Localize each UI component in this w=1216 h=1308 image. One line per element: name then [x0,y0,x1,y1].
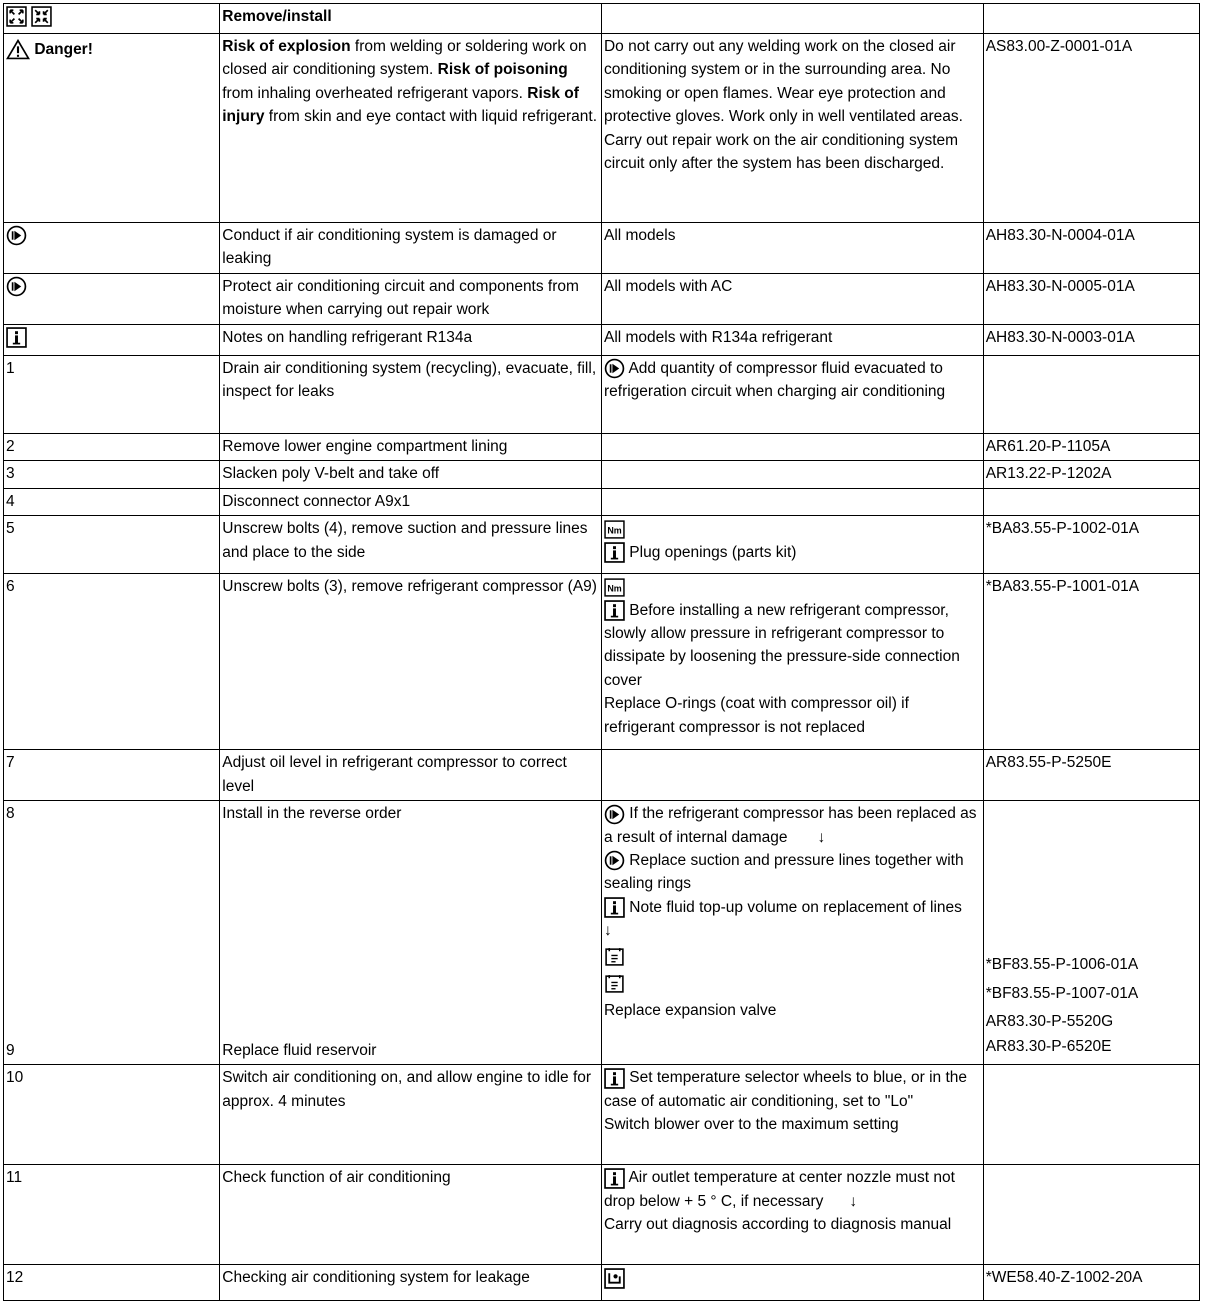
header-empty-cell [601,4,983,34]
risk-poisoning-text: Risk of poisoning [437,61,568,79]
torque-nm-icon [604,577,625,598]
note-cell [601,1165,983,1265]
procedure-table [3,3,1200,1301]
table-row [4,801,1200,1065]
install-icon [31,6,52,27]
reference-link[interactable]: AR83.55-P-5250E [983,750,1199,801]
reference-link[interactable] [983,488,1199,515]
step-number: 10 [4,1065,220,1165]
description-cell [220,801,602,1065]
reference-link[interactable] [983,1065,1199,1165]
step-number: 4 [4,488,220,515]
description-cell: Unscrew bolts (4), remove suction and pressure lines and place to the side [220,516,602,574]
reference-link[interactable]: AH83.30-N-0005-01A [983,274,1199,325]
table-row [4,1165,1200,1265]
note-cell [601,1065,983,1165]
description-text: Replace fluid reservoir [222,1041,377,1059]
note-cell: Do not carry out any welding work on the closed air conditioning system or in the surrounding area. No smoking or open flames. Wear eye protection and protective gloves. Work only in well ventilated areas. Carry out repair work on the air conditioning system circuit only after the system has been discharged. [601,34,983,223]
description-cell: Protect air conditioning circuit and components from moisture when carrying out repair work [220,274,602,325]
info-icon [604,1068,625,1089]
play-icon [6,276,27,297]
torque-nm-icon [604,519,625,540]
reference-link[interactable]: *WE58.40-Z-1002-20A [983,1265,1199,1301]
down-arrow-icon: ↓ [849,1192,858,1210]
play-icon [6,225,27,246]
remove-icon [6,6,27,27]
note-text: If the refrigerant compressor has been replaced as a result of internal damage [603,805,977,846]
step-number: 9 [6,1041,15,1059]
reference-link[interactable]: AH83.30-N-0003-01A [983,325,1199,356]
table-row [4,223,1200,274]
header-empty-cell [983,4,1199,34]
step-cell [4,223,220,274]
step-cell [4,34,220,223]
note-text: Add quantity of compressor fluid evacuated to refrigeration circuit when charging air conditioning [603,360,946,401]
table-row [4,516,1200,574]
note-text: Replace expansion valve [603,1002,777,1020]
table-row [4,356,1200,434]
step-number: 8 [6,805,15,823]
reference-link[interactable]: AR83.30-P-6520E [985,1038,1112,1056]
note-text: Before installing a new refrigerant compressor, slowly allow pressure in refrigerant compressor to dissipate by loosening the pressure-side connection cover [603,601,960,689]
table-row [4,1265,1200,1301]
note-cell [601,750,983,801]
table-row [4,488,1200,515]
reference-link[interactable]: AR61.20-P-1105A [983,434,1199,461]
risk-injury-text: Risk of injury [222,84,579,126]
info-icon [604,542,625,563]
note-text: Set temperature selector wheels to blue, or in the case of automatic air conditioning, set to "Lo" [603,1069,968,1110]
description-cell: Remove lower engine compartment lining [220,434,602,461]
datasheet-icon [604,946,625,967]
step-number: 11 [4,1165,220,1265]
reference-link[interactable]: *BA83.55-P-1001-01A [983,574,1199,750]
table-row [4,1065,1200,1165]
play-icon [604,358,625,379]
description-cell: Slacken poly V-belt and take off [220,461,602,488]
table-row [4,574,1200,750]
step-number: 12 [4,1265,220,1301]
reference-link[interactable]: AS83.00-Z-0001-01A [983,34,1199,223]
risk-text: from welding or soldering work on closed air conditioning system. [222,38,587,79]
warning-icon [6,39,30,60]
reference-link[interactable]: *BF83.55-P-1007-01A [985,985,1139,1003]
note-text: Switch blower over to the maximum setting [603,1116,899,1134]
info-icon [604,600,625,621]
note-cell [601,488,983,515]
description-cell: Unscrew bolts (3), remove refrigerant compressor (A9) [220,574,602,750]
note-cell [601,801,983,1065]
note-cell [601,1265,983,1301]
play-icon [604,804,625,825]
risk-text: from skin and eye contact with liquid refrigerant. [264,108,597,126]
info-icon [604,897,625,918]
description-cell: Drain air conditioning system (recycling), evacuate, fill, inspect for leaks [220,356,602,434]
description-cell: Conduct if air conditioning system is damaged or leaking [220,223,602,274]
reference-link[interactable]: *BA83.55-P-1002-01A [983,516,1199,574]
table-row [4,461,1200,488]
step-number: 1 [4,356,220,434]
table-header-row [4,4,1200,34]
step-number: 3 [4,461,220,488]
note-cell: All models [601,223,983,274]
table-row [4,434,1200,461]
table-row [4,325,1200,356]
description-text: Install in the reverse order [222,805,402,823]
step-cell [4,801,220,1065]
note-cell [601,574,983,750]
reference-link[interactable]: *BF83.55-P-1006-01A [985,956,1139,974]
step-cell [4,325,220,356]
description-cell: Checking air conditioning system for leakage [220,1265,602,1301]
header-icons-cell [4,4,220,34]
note-text: Plug openings (parts kit) [629,543,797,561]
danger-label: Danger! [34,41,93,58]
table-row [4,274,1200,325]
reference-cell [983,801,1199,1065]
play-icon [604,850,625,871]
description-cell: Switch air conditioning on, and allow engine to idle for approx. 4 minutes [220,1065,602,1165]
info-icon [6,327,27,348]
document-page [3,3,1216,1301]
reference-link[interactable]: AH83.30-N-0004-01A [983,223,1199,274]
note-text: Air outlet temperature at center nozzle must not drop below + 5 ° C, if necessary [603,1169,955,1210]
info-icon [604,1168,625,1189]
step-number: 5 [4,516,220,574]
note-cell: All models with AC [601,274,983,325]
risk-explosion-text: Risk of explosion [222,38,351,55]
risk-text: from inhaling overheated refrigerant vapors. [222,84,528,102]
table-row [4,750,1200,801]
description-cell: Check function of air conditioning [220,1165,602,1265]
step-number: 7 [4,750,220,801]
description-cell: Disconnect connector A9x1 [220,488,602,515]
step-number: 2 [4,434,220,461]
down-arrow-icon: ↓ [817,828,826,846]
step-cell [4,274,220,325]
note-cell [601,516,983,574]
down-arrow-icon: ↓ [603,922,612,940]
note-cell [601,434,983,461]
note-text: Carry out diagnosis according to diagnosis manual [603,1216,952,1234]
reference-link[interactable] [983,356,1199,434]
description-cell: Notes on handling refrigerant R134a [220,325,602,356]
description-cell [220,34,602,223]
header-title: Remove/install [220,4,602,34]
reference-link[interactable]: AR83.30-P-5520G [985,1013,1114,1031]
note-text: Replace O-rings (coat with compressor oil) if refrigerant compressor is not replaced [603,695,909,736]
reference-link[interactable] [983,1165,1199,1265]
note-cell: All models with R134a refrigerant [601,325,983,356]
note-cell [601,356,983,434]
step-number: 6 [4,574,220,750]
note-text: Replace suction and pressure lines together with sealing rings [603,852,964,893]
note-cell [601,461,983,488]
table-row [4,34,1200,223]
note-text: Note fluid top-up volume on replacement of lines [629,898,962,916]
description-cell: Adjust oil level in refrigerant compressor to correct level [220,750,602,801]
datasheet-icon [604,973,625,994]
reference-link[interactable]: AR13.22-P-1202A [983,461,1199,488]
leak-test-icon [604,1268,625,1289]
